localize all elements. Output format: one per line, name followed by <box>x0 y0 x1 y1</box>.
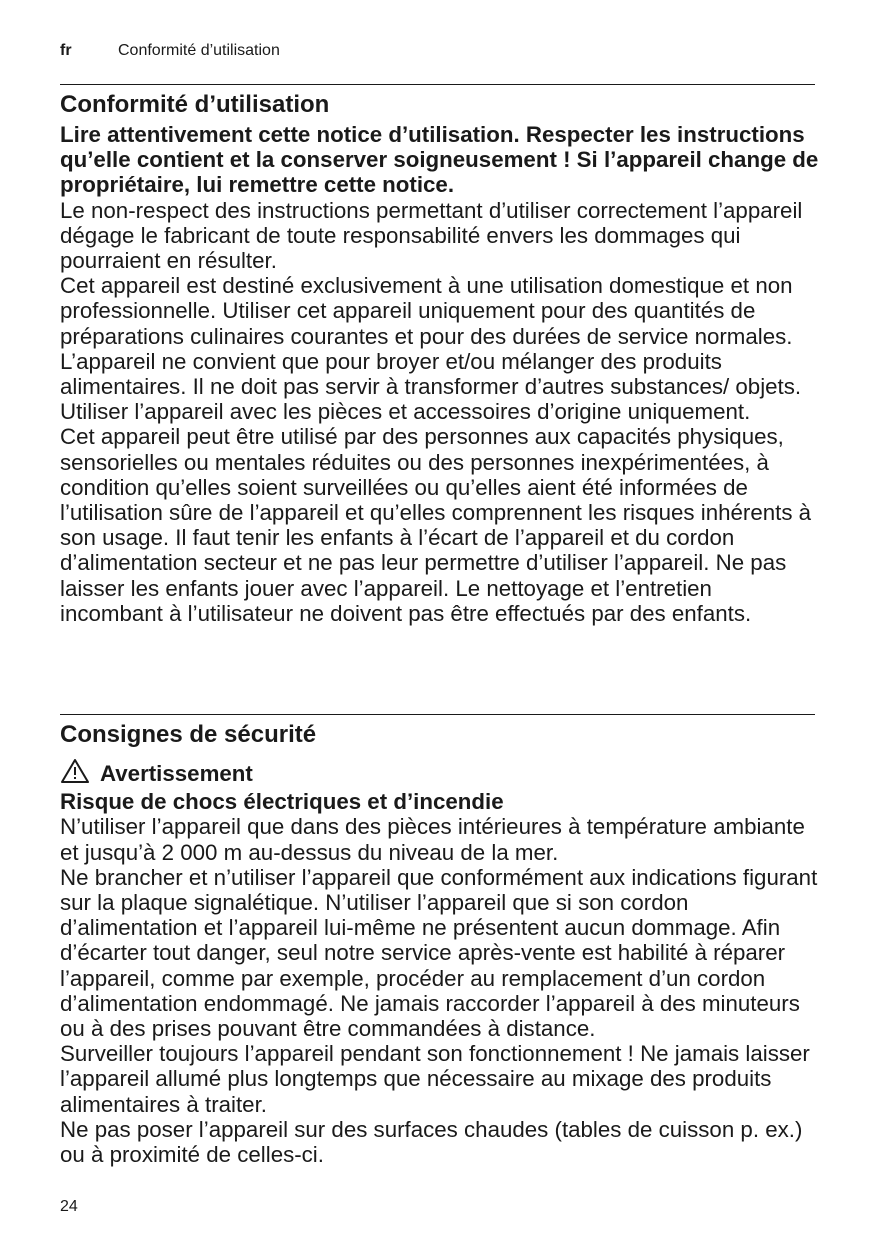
section-divider <box>60 84 815 85</box>
warning-label: Avertissement <box>100 761 253 786</box>
paragraph: Ne pas poser l’appareil sur des surfaces chaudes (tables de cuisson p. ex.) ou à proximité de celles-ci. <box>60 1116 803 1168</box>
page-number: 24 <box>60 1198 78 1215</box>
risk-title: Risque de chocs électriques et d’incendie <box>60 789 504 815</box>
paragraph: Ne brancher et n’utiliser l’appareil que conformément aux indications figurant sur la plaque signalétique. N’utiliser l’appareil que si son cordon d’alimentation et l’appareil lui-même ne présentent aucun dommage. Afin d’écarter tout danger, seul notre service après-vente est habilité à réparer l’appareil, comme par exemple, procéder au remplacement d’un cordon d’alimentation endommagé. Ne jamais raccorder l’appareil à des minuteurs ou à des prises pouvant être commandées à distance. <box>60 864 818 1042</box>
warning-heading <box>60 758 820 789</box>
warning-triangle-icon <box>60 758 100 789</box>
language-code: fr <box>60 42 72 59</box>
paragraph: Surveiller toujours l’appareil pendant son fonctionnement ! Ne jamais laisser l’appareil allumé plus longtemps que nécessaire au mixage des produits alimentaires à traiter. <box>60 1041 810 1117</box>
section-body-conformite <box>60 122 820 626</box>
paragraph: Le non-respect des instructions permettant d’utiliser correctement l’appareil dégage le fabricant de toute responsabilité envers les dommages qui pourraient en résulter. <box>60 197 803 274</box>
paragraph: N’utiliser l’appareil que dans des pièces intérieures à température ambiante et jusqu’à 2 000 m au-dessus du niveau de la mer. <box>60 814 805 865</box>
section-title-conformite: Conformité d’utilisation <box>60 91 330 118</box>
section-divider <box>60 714 815 715</box>
running-header <box>60 41 280 61</box>
paragraph: L’appareil ne convient que pour broyer et/ou mélanger des produits alimentaires. Il ne doit pas servir à transformer d’autres substances/ objets. Utiliser l’appareil avec les pièces et accessoires d’origine uniquement. <box>60 348 802 425</box>
header-section-title: Conformité d’utilisation <box>118 42 280 59</box>
section-title-securite: Consignes de sécurité <box>60 721 317 748</box>
paragraph: Cet appareil est destiné exclusivement à une utilisation domestique et non professionnelle. Utiliser cet appareil uniquement pour des quantités de préparations culinaires courantes et pour des durées de service normales. <box>60 273 793 349</box>
section-body-securite <box>60 758 820 1167</box>
intro-paragraph: Lire attentivement cette notice d’utilisation. Respecter les instructions qu’elle contient et la conserver soigneusement ! Si l’appareil change de propriétaire, lui remettre cette notice. <box>60 122 819 198</box>
paragraph: Cet appareil peut être utilisé par des personnes aux capacités physiques, sensorielles ou mentales réduites ou des personnes inexpérimentées, à condition qu’elles soient surveillées ou qu’elles aient été informées de l’utilisation sûre de l’appareil et qu’elles comprennent les risques inhérents à son usage. Il faut tenir les enfants à l’écart de l’appareil et du cordon d’alimentation secteur et ne pas leur permettre d’utiliser l’appareil. Ne pas laisser les enfants jouer avec l’appareil. Le nettoyage et l’entretien incombant à l’utilisateur ne doivent pas être effectués par des enfants. <box>60 424 812 626</box>
